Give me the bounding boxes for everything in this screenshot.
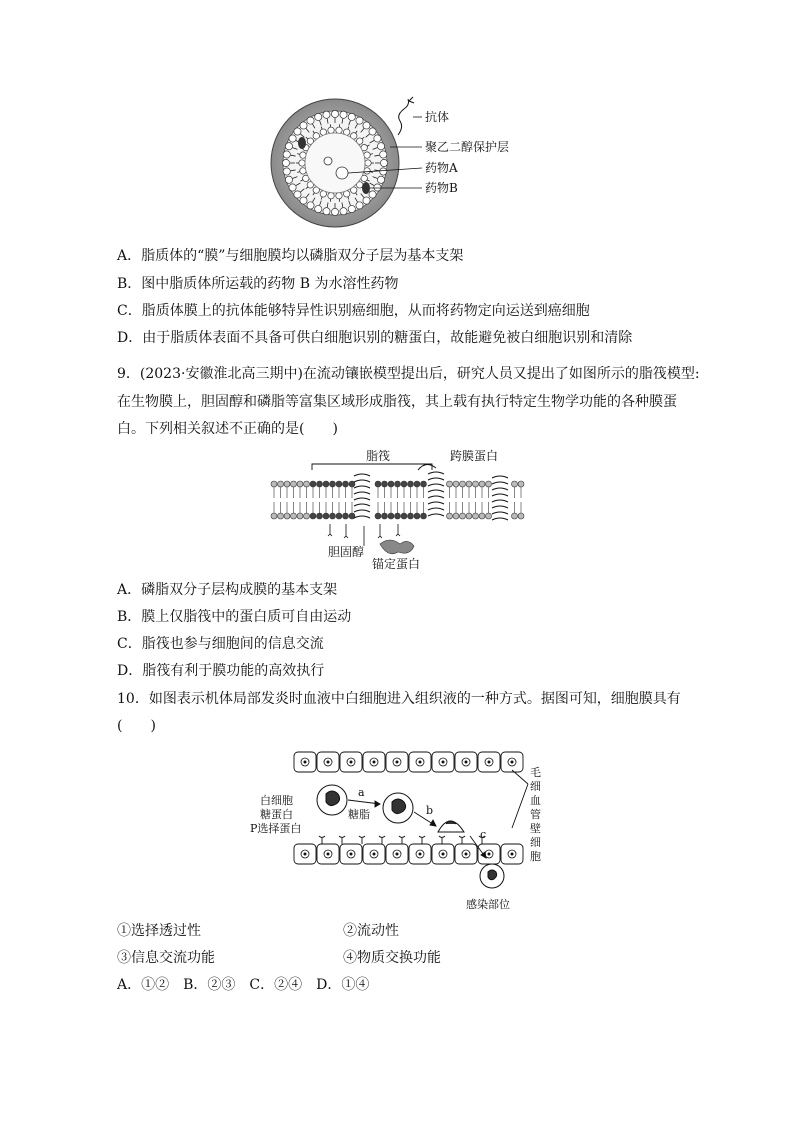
label-drug-a: 药物A xyxy=(425,161,458,175)
label-glycoprotein: 糖蛋白 xyxy=(260,808,293,821)
q9-stem-line-1: 9．(2023·安徽淮北高三期中)在流动镶嵌模型提出后，研究人员又提出了如图所示的脂筏模型: xyxy=(117,366,700,382)
svg-text:细: 细 xyxy=(530,836,541,849)
q10-item-4: ④物质交换功能 xyxy=(343,950,441,966)
svg-text:胞: 胞 xyxy=(530,850,541,863)
q10-answer-choices: A．①② B．②③ C．②④ D．①④ xyxy=(117,977,370,993)
label-peg-layer: 聚乙二醇保护层 xyxy=(425,140,510,154)
q8-option-b: B．图中脂质体所运载的药物 B 为水溶性药物 xyxy=(117,276,399,292)
q8-option-c: C．脂质体膜上的抗体能够特异性识别癌细胞，从而将药物定向运送到癌细胞 xyxy=(117,303,590,319)
q10-item-1: ①选择透过性 xyxy=(117,923,201,939)
q9-stem-line-2: 在生物膜上，胆固醇和磷脂等富集区域形成脂筏，其上载有执行特定生物学功能的各种膜蛋 xyxy=(117,394,677,410)
q8-option-a: A．脂质体的“膜”与细胞膜均以磷脂双分子层为基本支架 xyxy=(117,248,464,264)
label-lipid-raft: 脂筏 xyxy=(366,449,391,463)
svg-text:细: 细 xyxy=(530,780,541,793)
label-transmembrane-protein: 跨膜蛋白 xyxy=(450,449,499,463)
q9-option-d: D．脂筏有利于膜功能的高效执行 xyxy=(117,663,325,679)
svg-text:毛: 毛 xyxy=(530,766,541,779)
q8-option-d: D．由于脂质体表面不具备可供白细胞识别的糖蛋白，故能避免被白细胞识别和清除 xyxy=(117,330,633,346)
label-cholesterol: 胆固醇 xyxy=(328,545,365,559)
q9-option-a: A．磷脂双分子层构成膜的基本支架 xyxy=(117,582,338,598)
label-antibody: 抗体 xyxy=(425,110,450,124)
q10-stem-line-1: 10．如图表示机体局部发炎时血液中白细胞进入组织液的一种方式。据图可知，细胞膜具有 xyxy=(117,691,681,707)
liposome-diagram xyxy=(270,95,560,230)
svg-text:血: 血 xyxy=(530,794,541,807)
q9-option-c: C．脂筏也参与细胞间的信息交流 xyxy=(117,636,324,652)
label-arrow-b: b xyxy=(426,804,434,817)
svg-text:壁: 壁 xyxy=(530,822,541,835)
label-drug-b: 药物B xyxy=(425,181,458,195)
q10-item-2: ②流动性 xyxy=(343,923,399,939)
lipid-raft-diagram xyxy=(268,444,528,574)
svg-text:管: 管 xyxy=(530,808,541,821)
label-p-selectin: P选择蛋白 xyxy=(250,822,302,835)
q9-option-b: B．膜上仅脂筏中的蛋白质可自由运动 xyxy=(117,609,352,625)
q9-stem-line-3: 白。下列相关叙述不正确的是( ) xyxy=(117,421,338,437)
label-capillary-wall xyxy=(530,766,541,863)
q10-stem-line-2: ( ) xyxy=(117,718,156,734)
label-anchored-protein: 锚定蛋白 xyxy=(372,557,421,571)
leukocyte-extravasation-diagram xyxy=(248,748,548,914)
label-arrow-a: a xyxy=(358,786,365,799)
label-white-blood-cell: 白细胞 xyxy=(260,794,293,807)
q10-item-3: ③信息交流功能 xyxy=(117,950,215,966)
label-glycolipid: 糖脂 xyxy=(348,808,370,821)
label-infection-site: 感染部位 xyxy=(466,898,510,911)
label-arrow-c: c xyxy=(480,828,487,841)
